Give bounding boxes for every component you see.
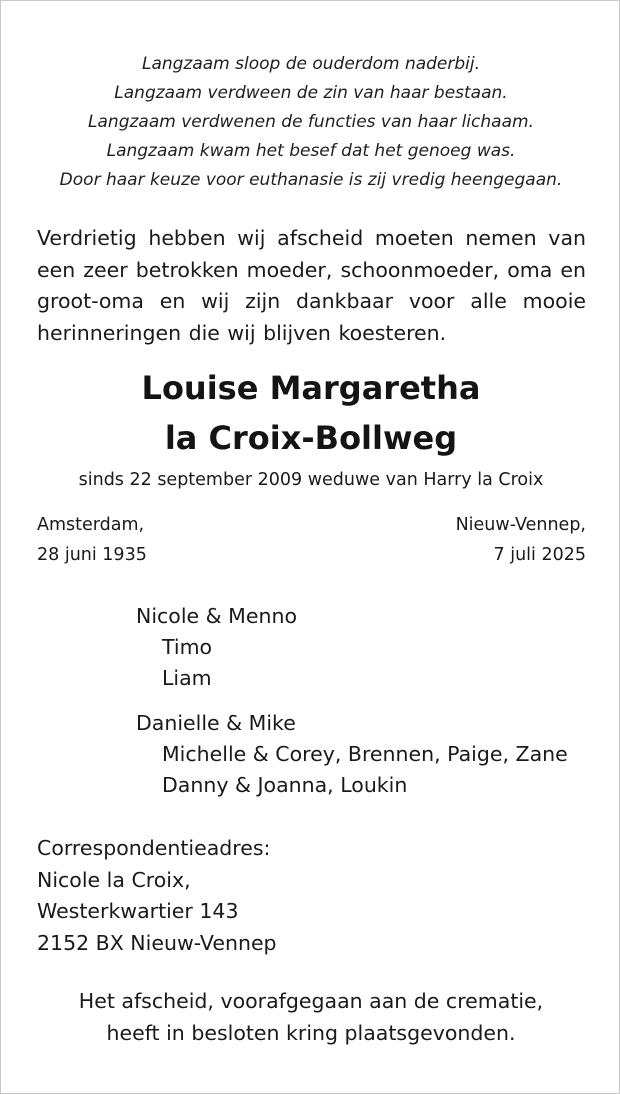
- poem-line: Langzaam verdwenen de functies van haar lichaam.: [88, 112, 534, 132]
- family-child: Timo: [162, 635, 213, 659]
- closing-line: Het afscheid, voorafgegaan aan de crematie,: [78, 989, 544, 1013]
- correspondence-address: [37, 833, 577, 959]
- death-info: [456, 510, 586, 570]
- family-child: Danny & Joanna, Loukin: [162, 773, 408, 797]
- poem-line: Door haar keuze voor euthanasie is zij vredig heengegaan.: [59, 170, 563, 190]
- family-parents: Danielle & Mike: [136, 711, 296, 735]
- address-label: Correspondentieadres:: [37, 836, 271, 860]
- address-city: 2152 BX Nieuw-Vennep: [37, 930, 277, 955]
- name-line-last: la Croix-Bollweg: [164, 419, 458, 457]
- birth-place: Amsterdam,: [37, 515, 145, 535]
- birth-date: 28 juni 1935: [37, 545, 147, 565]
- address-name: Nicole la Croix,: [37, 867, 191, 892]
- name-line-first: Louise Margaretha: [141, 369, 481, 407]
- closing-note: [1, 986, 620, 1049]
- poem-line: Langzaam sloop de ouderdom naderbij.: [141, 54, 481, 74]
- closing-line: heeft in besloten kring plaatsgevonden.: [106, 1020, 516, 1045]
- address-street: Westerkwartier 143: [37, 899, 239, 923]
- family-group: [136, 708, 596, 801]
- family-list: [136, 601, 596, 815]
- deceased-name: [1, 363, 620, 463]
- poem-line: Langzaam kwam het besef dat het genoeg was.: [106, 141, 516, 161]
- family-child: Michelle & Corey, Brennen, Paige, Zane: [162, 742, 568, 766]
- family-group: [136, 601, 596, 694]
- poem-line: Langzaam verdween de zin van haar bestaan.: [114, 83, 508, 103]
- widow-note: sinds 22 september 2009 weduwe van Harry la Croix: [78, 470, 544, 490]
- poem: [1, 50, 620, 195]
- family-parents: Nicole & Menno: [136, 604, 297, 628]
- intro-paragraph: Verdrietig hebben wij afscheid moeten nemen van een zeer betrokken moeder, schoonmoeder, oma en groot-oma en wij zijn dankbaar voor alle mooie herinneringen die wij blijven koesteren.: [37, 226, 586, 345]
- family-child: Liam: [162, 666, 212, 690]
- death-date: 7 juli 2025: [493, 545, 586, 565]
- birth-info: [37, 510, 147, 570]
- death-place: Nieuw-Vennep,: [455, 515, 586, 535]
